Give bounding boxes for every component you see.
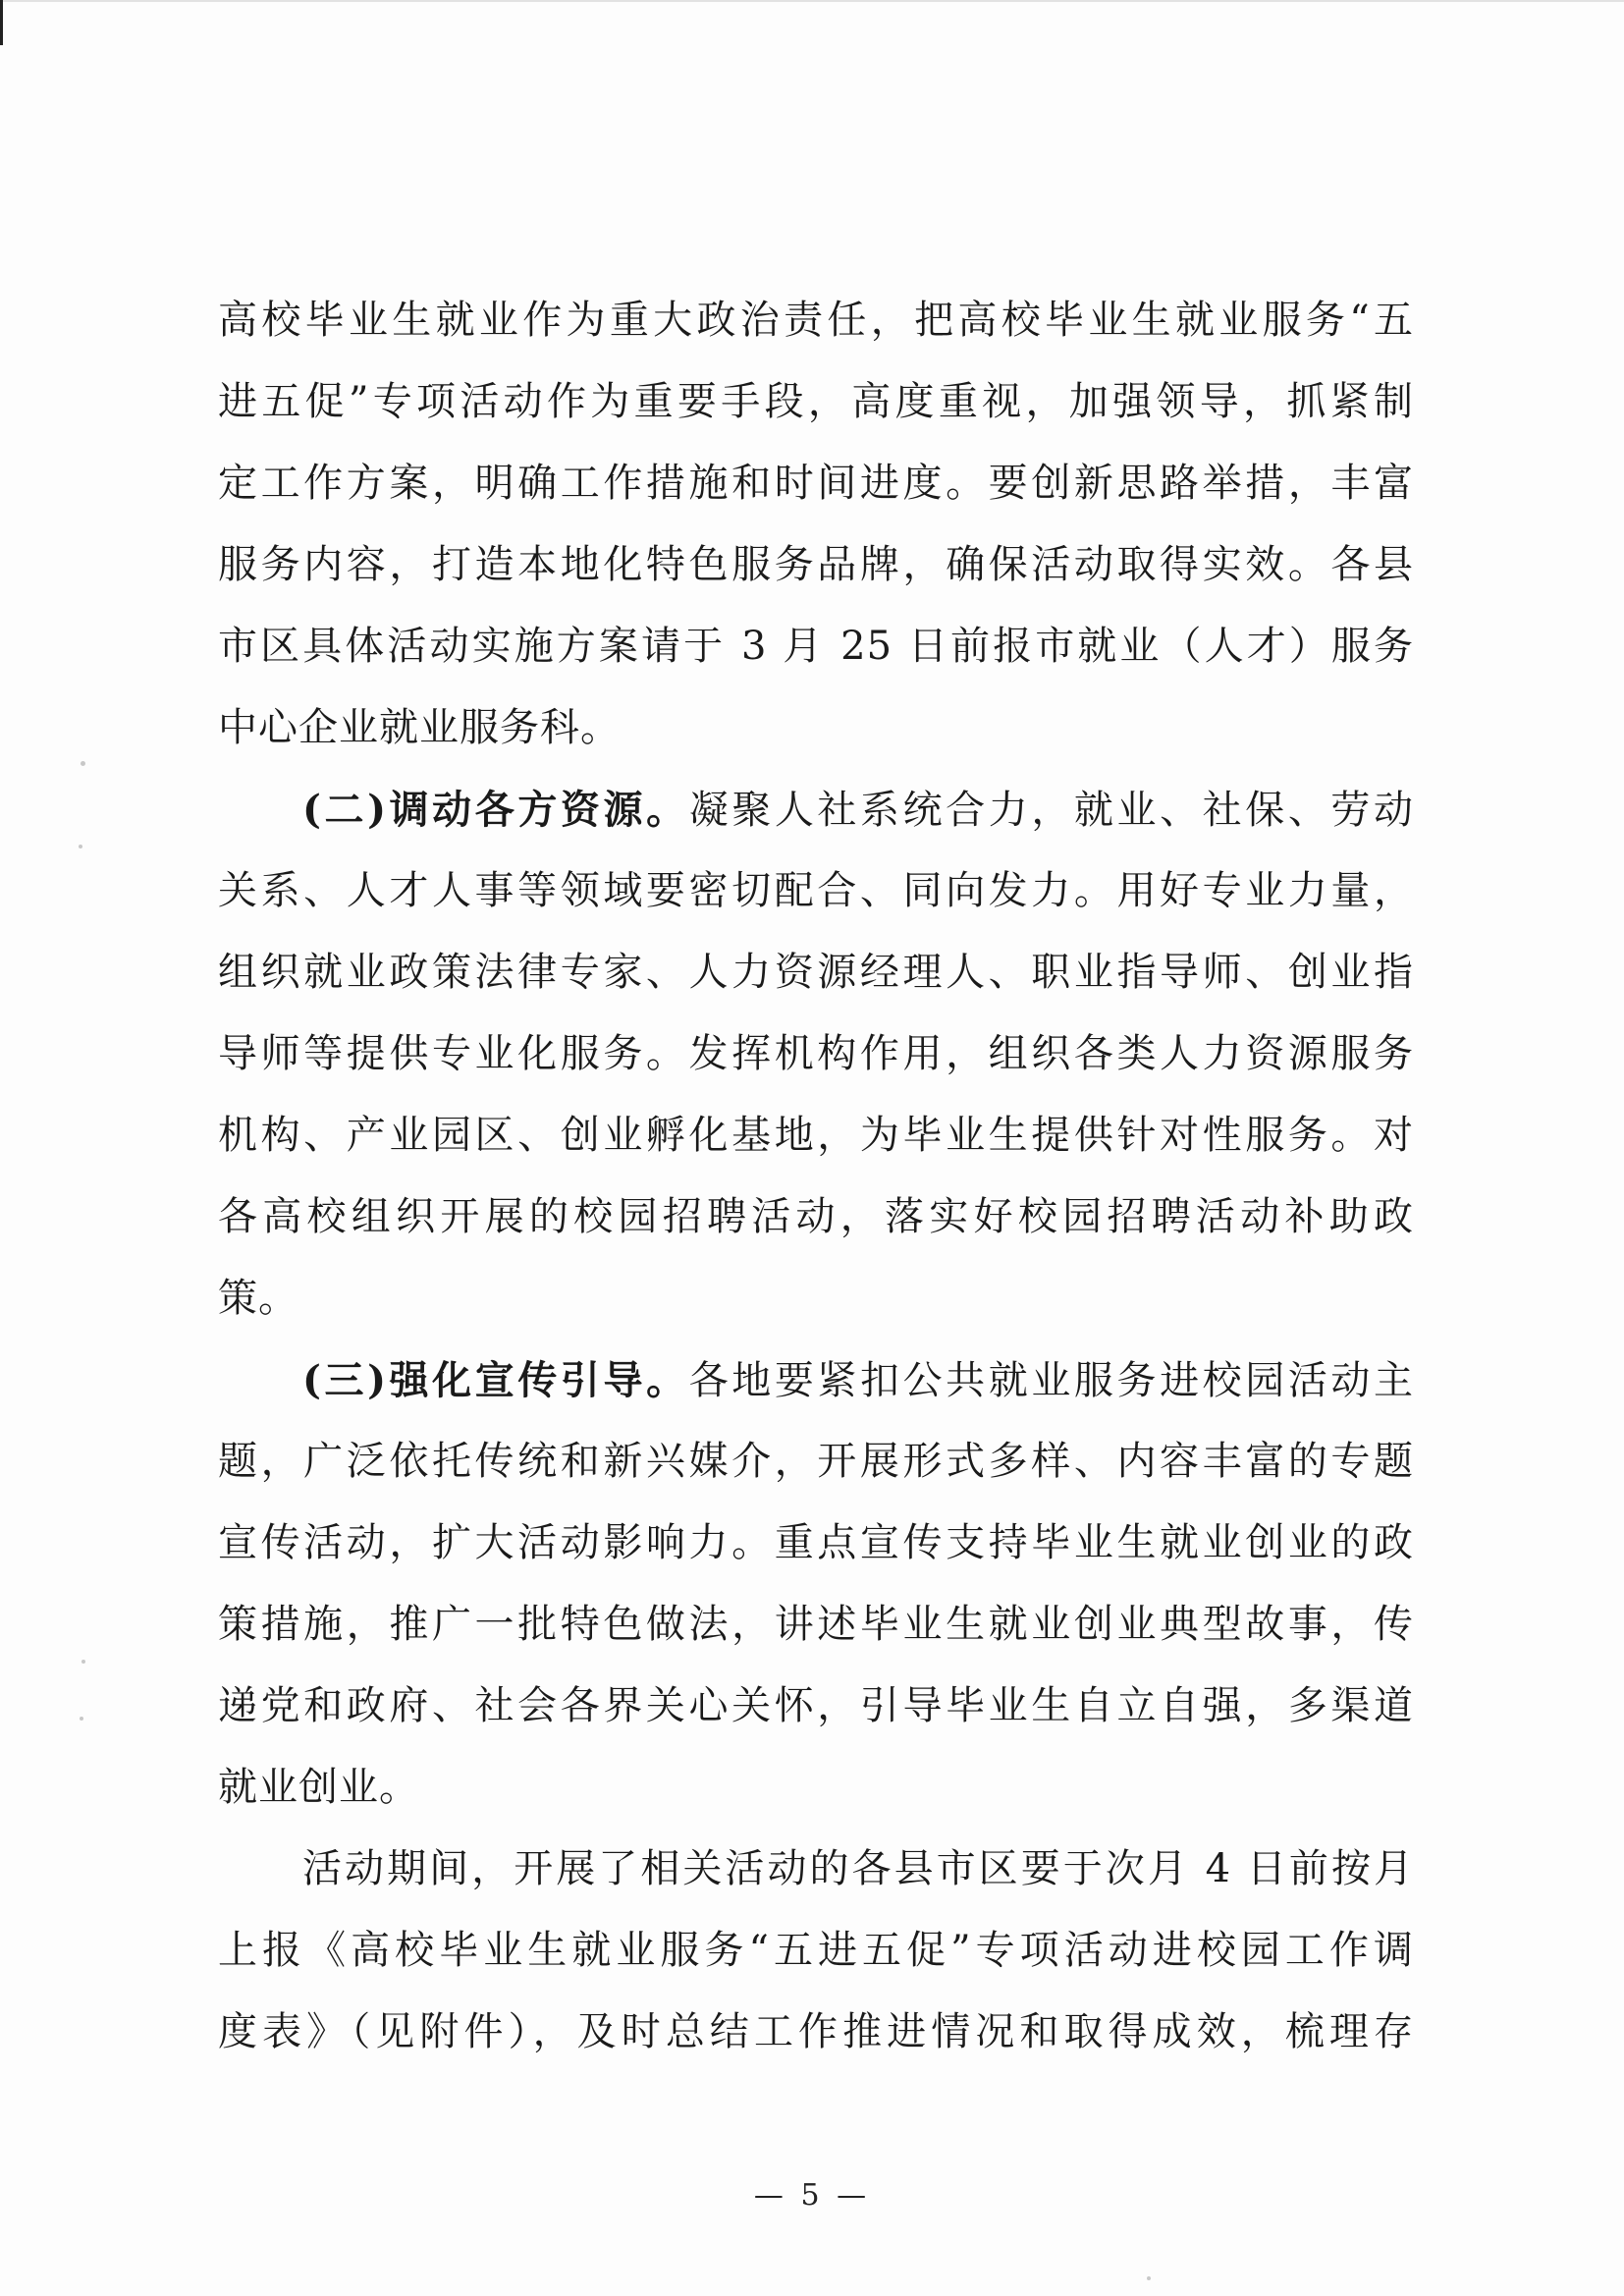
text-line: 市区具体活动实施方案请于 3 月 25 日前报市就业（人才）服务: [218, 624, 1414, 669]
scan-top-edge: [0, 0, 1624, 2]
body-text: [218, 280, 1414, 2073]
paragraph-1: [218, 280, 1414, 769]
text-line: 进五促”专项活动作为重要手段，高度重视，加强领导，抓紧制: [218, 379, 1414, 424]
text-line: 宣传活动，扩大活动影响力。重点宣传支持毕业生就业创业的政: [218, 1520, 1414, 1565]
section-2: [218, 769, 1414, 1339]
text-line: 中心企业就业服务科。: [218, 705, 621, 750]
text-line: 高校毕业生就业作为重大政治责任，把高校毕业生就业服务“五: [218, 298, 1414, 343]
paragraph-4: [218, 1829, 1414, 2073]
text-line: 上报《高校毕业生就业服务“五进五促”专项活动进校园工作调: [218, 1928, 1414, 1973]
text-line: 导师等提供专业化服务。发挥机构作用，组织各类人力资源服务: [218, 1031, 1414, 1076]
section-heading-continuation: 凝聚人社系统合力，就业、社保、劳动: [688, 788, 1415, 833]
scan-speck: [80, 1717, 83, 1721]
scan-speck: [79, 845, 82, 848]
text-line: 关系、人才人事等领域要密切配合、同向发力。用好专业力量，: [218, 868, 1414, 913]
scan-left-edge-mark: [0, 0, 3, 45]
text-line: 策。: [218, 1276, 298, 1321]
section-3: [218, 1339, 1414, 1829]
text-line: 题，广泛依托传统和新兴媒介，开展形式多样、内容丰富的专题: [218, 1439, 1414, 1484]
text-line: 组织就业政策法律专家、人力资源经理人、职业指导师、创业指: [218, 950, 1414, 995]
text-line: 度表》（见附件），及时总结工作推进情况和取得成效，梳理存: [218, 2009, 1414, 2054]
section-heading-line: [218, 769, 1414, 850]
scan-speck: [81, 761, 85, 766]
section-heading: (三)强化宣传引导。: [302, 1357, 689, 1403]
text-line: 就业创业。: [218, 1765, 419, 1810]
text-line: 策措施，推广一批特色做法，讲述毕业生就业创业典型故事，传: [218, 1602, 1414, 1647]
text-line: 机构、产业园区、创业孵化基地，为毕业生提供针对性服务。对: [218, 1113, 1414, 1158]
text-line: 活动期间，开展了相关活动的各县市区要于次月 4 日前按月: [302, 1846, 1414, 1891]
scan-speck: [1147, 2276, 1151, 2280]
text-line: 服务内容，打造本地化特色服务品牌，确保活动取得实效。各县: [218, 542, 1414, 587]
section-heading-line: [218, 1339, 1414, 1421]
text-line: 递党和政府、社会各界关心关怀，引导毕业生自立自强，多渠道: [218, 1683, 1414, 1728]
section-heading: (二)调动各方资源。: [302, 787, 689, 833]
section-heading-continuation: 各地要紧扣公共就业服务进校园活动主: [688, 1358, 1415, 1403]
text-line: 各高校组织开展的校园招聘活动，落实好校园招聘活动补助政: [218, 1194, 1414, 1239]
scan-speck: [81, 1660, 85, 1664]
text-line: 定工作方案，明确工作措施和时间进度。要创新思路举措，丰富: [218, 461, 1414, 506]
page-number: — 5 —: [753, 2178, 871, 2213]
